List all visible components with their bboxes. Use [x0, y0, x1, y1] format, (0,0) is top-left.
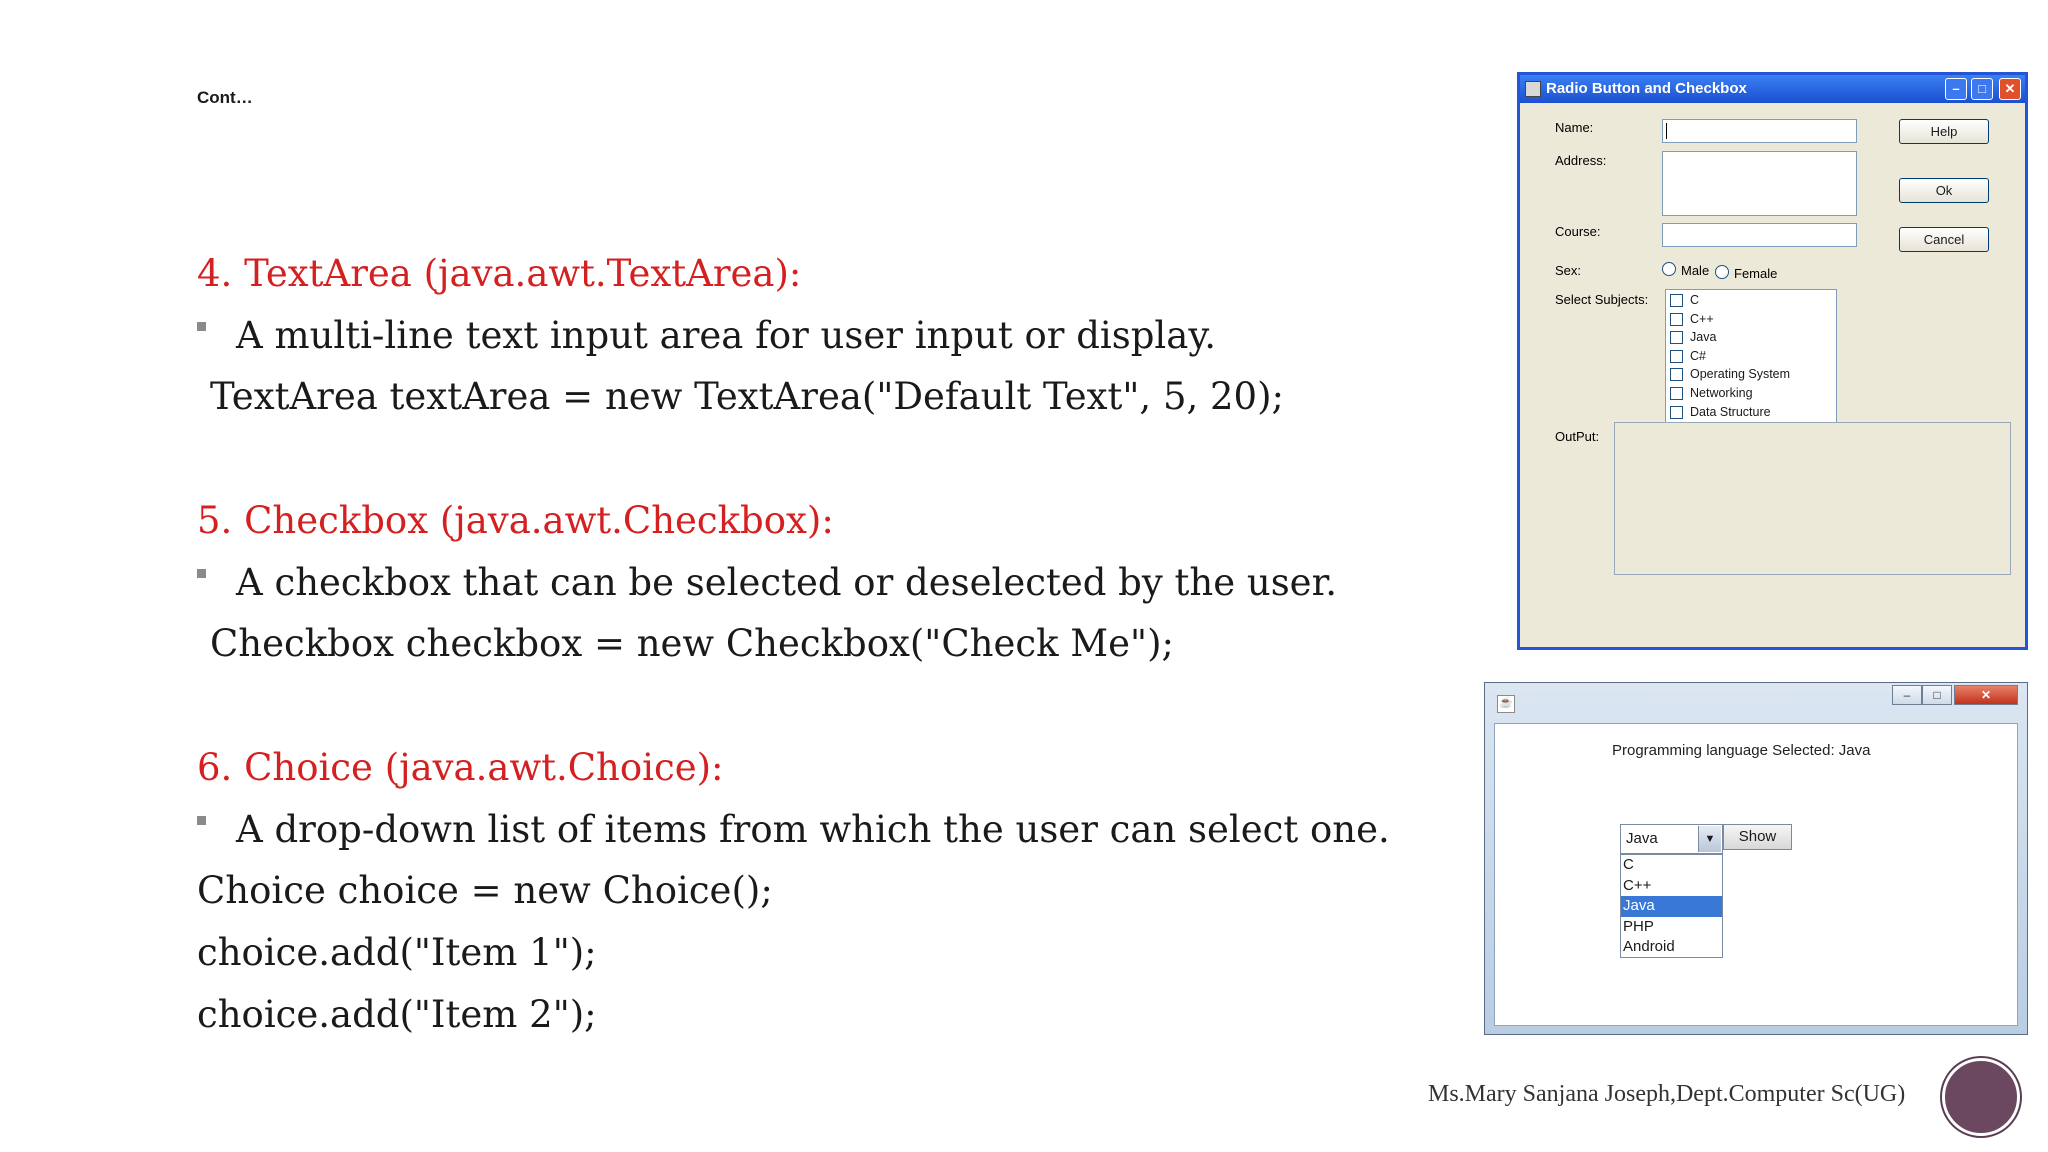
bullet-choice	[197, 808, 1390, 851]
checkbox[interactable]	[1670, 387, 1683, 400]
course-field[interactable]	[1662, 223, 1857, 247]
code-choice-1: Choice choice = new Choice();	[197, 869, 773, 912]
subject-label: Operating System	[1690, 367, 1791, 382]
subject-item[interactable]	[1666, 348, 1836, 367]
checkbox[interactable]	[1670, 331, 1683, 344]
checkbox[interactable]	[1670, 294, 1683, 307]
heading-textarea: 4. TextArea (java.awt.TextArea):	[197, 252, 802, 295]
text-caret	[1666, 123, 1667, 139]
selected-language-text: Programming language Selected: Java	[1612, 742, 1871, 759]
subject-item[interactable]	[1666, 404, 1836, 423]
dropdown-option[interactable]: C++	[1623, 876, 1652, 894]
choice-value: Java	[1626, 830, 1658, 847]
heading-choice: 6. Choice (java.awt.Choice):	[197, 746, 724, 789]
female-label: Female	[1734, 266, 1778, 281]
ok-button[interactable]: Ok	[1899, 178, 1989, 203]
subject-label: Networking	[1690, 385, 1753, 400]
bullet-textarea	[197, 314, 1216, 357]
subject-item[interactable]	[1666, 366, 1836, 385]
subjects-label: Select Subjects:	[1555, 292, 1649, 307]
dropdown-option[interactable]: Android	[1623, 938, 1675, 955]
bullet-mark	[197, 816, 206, 825]
bullet-mark	[197, 569, 206, 578]
bullet-text: A multi-line text input area for user input or display.	[236, 314, 1217, 357]
page-number-circle	[1942, 1058, 2020, 1136]
subject-label: C++	[1690, 311, 1714, 326]
subject-item[interactable]	[1666, 292, 1836, 311]
heading-checkbox: 5. Checkbox (java.awt.Checkbox):	[197, 499, 834, 542]
checkbox[interactable]	[1670, 406, 1683, 419]
show-button[interactable]: Show	[1723, 824, 1792, 850]
name-field[interactable]	[1662, 119, 1857, 143]
bullet-mark	[197, 322, 206, 331]
choice-dropdown-list	[1620, 854, 1723, 958]
sex-label: Sex:	[1555, 263, 1582, 278]
subject-item[interactable]	[1666, 329, 1836, 348]
checkbox[interactable]	[1670, 350, 1683, 363]
window-titlebar[interactable]	[1520, 75, 2025, 103]
minimize-icon[interactable]: –	[1892, 685, 1922, 705]
address-label: Address:	[1555, 153, 1607, 168]
code-textarea: TextArea textArea = new TextArea("Default Text", 5, 20);	[210, 375, 1284, 418]
male-label: Male	[1681, 263, 1710, 278]
minimize-icon[interactable]: –	[1945, 78, 1967, 100]
checkbox[interactable]	[1670, 313, 1683, 326]
maximize-icon[interactable]: □	[1971, 78, 1993, 100]
output-label: OutPut:	[1555, 429, 1600, 444]
close-icon[interactable]: ✕	[1954, 685, 2018, 705]
subject-label: C#	[1690, 348, 1706, 363]
dropdown-option[interactable]: PHP	[1623, 917, 1654, 935]
bullet-text: A drop-down list of items from which the user can select one.	[236, 808, 1390, 851]
window-client	[1494, 723, 2018, 1026]
window-client	[1520, 103, 2025, 647]
window-title: Radio Button and Checkbox	[1546, 80, 1747, 97]
cont-label: Cont…	[197, 88, 253, 107]
subject-label: Java	[1690, 330, 1717, 345]
subject-label: Data Structure	[1690, 404, 1771, 419]
chevron-down-icon[interactable]: ▼	[1698, 826, 1721, 852]
male-radio[interactable]	[1662, 262, 1676, 276]
help-button[interactable]: Help	[1899, 119, 1989, 144]
choice-window	[1484, 682, 2028, 1035]
address-field[interactable]	[1662, 151, 1857, 216]
bullet-checkbox	[197, 561, 1337, 604]
language-choice[interactable]	[1620, 824, 1723, 854]
subject-item[interactable]	[1666, 385, 1836, 404]
subject-item[interactable]	[1666, 311, 1836, 330]
dropdown-option-selected[interactable]: Java	[1621, 896, 1722, 917]
code-choice-3: choice.add("Item 2");	[197, 993, 597, 1036]
radio-checkbox-window	[1517, 72, 2028, 650]
bullet-text: A checkbox that can be selected or deselected by the user.	[236, 561, 1337, 604]
close-icon[interactable]: ✕	[1999, 78, 2021, 100]
app-icon	[1525, 81, 1541, 97]
dropdown-option[interactable]: C	[1623, 856, 1634, 873]
female-radio[interactable]	[1715, 265, 1729, 279]
code-checkbox: Checkbox checkbox = new Checkbox("Check Me");	[210, 622, 1174, 665]
slide-footer: Ms.Mary Sanjana Joseph,Dept.Computer Sc(UG)	[1428, 1081, 1906, 1107]
code-choice-2: choice.add("Item 1");	[197, 931, 597, 974]
maximize-icon[interactable]: □	[1922, 685, 1952, 705]
java-icon: ☕	[1497, 695, 1515, 713]
course-label: Course:	[1555, 224, 1601, 239]
subject-label: C	[1690, 293, 1700, 307]
cancel-button[interactable]: Cancel	[1899, 227, 1989, 252]
output-area[interactable]	[1614, 422, 2011, 575]
name-label: Name:	[1555, 120, 1594, 135]
checkbox[interactable]	[1670, 368, 1683, 381]
